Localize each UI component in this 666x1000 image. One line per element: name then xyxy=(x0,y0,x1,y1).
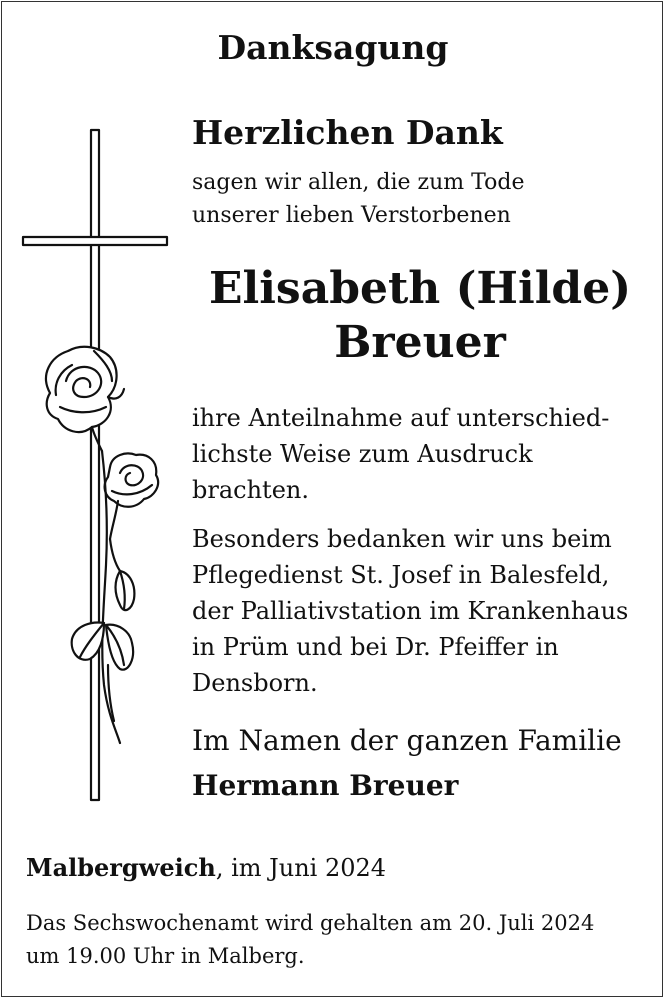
note-line: um 19.00 Uhr in Malberg. xyxy=(26,944,305,968)
signature-intro: Im Namen der ganzen Familie xyxy=(192,724,622,757)
paragraph-line: der Palliativstation im Krankenhaus xyxy=(192,597,629,625)
intro-line: sagen wir allen, die zum Tode xyxy=(192,170,525,195)
paragraph-line: lichste Weise zum Ausdruck xyxy=(192,440,533,468)
deceased-name-line2: Breuer xyxy=(334,317,506,368)
intro-line: unserer lieben Verstorbenen xyxy=(192,203,511,228)
notice-title: Danksagung xyxy=(217,28,449,67)
place-date xyxy=(26,853,386,882)
mass-note xyxy=(26,907,594,973)
paragraph-line: in Prüm und bei Dr. Pfeiffer in xyxy=(192,633,559,661)
thanks-heading: Herzlichen Dank xyxy=(192,113,503,152)
date-text: , im Juni 2024 xyxy=(215,854,387,882)
paragraph-line: Pflegedienst St. Josef in Balesfeld, xyxy=(192,561,610,589)
paragraph-line: ihre Anteilnahme auf unterschied- xyxy=(192,404,610,432)
cross-with-roses-illustration xyxy=(20,125,170,805)
paragraph-line: brachten. xyxy=(192,476,309,504)
special-thanks-paragraph xyxy=(192,521,628,701)
deceased-name xyxy=(190,262,650,370)
paragraph-line: Densborn. xyxy=(192,669,318,697)
place-name: Malbergweich xyxy=(26,853,216,882)
intro-text xyxy=(192,166,524,232)
condolence-paragraph xyxy=(192,400,609,508)
note-line: Das Sechswochenamt wird gehalten am 20. Juli 2024 xyxy=(26,911,595,935)
paragraph-line: Besonders bedanken wir uns beim xyxy=(192,525,612,553)
deceased-name-line1: Elisabeth (Hilde) xyxy=(208,263,632,314)
signature-name: Hermann Breuer xyxy=(192,769,459,802)
